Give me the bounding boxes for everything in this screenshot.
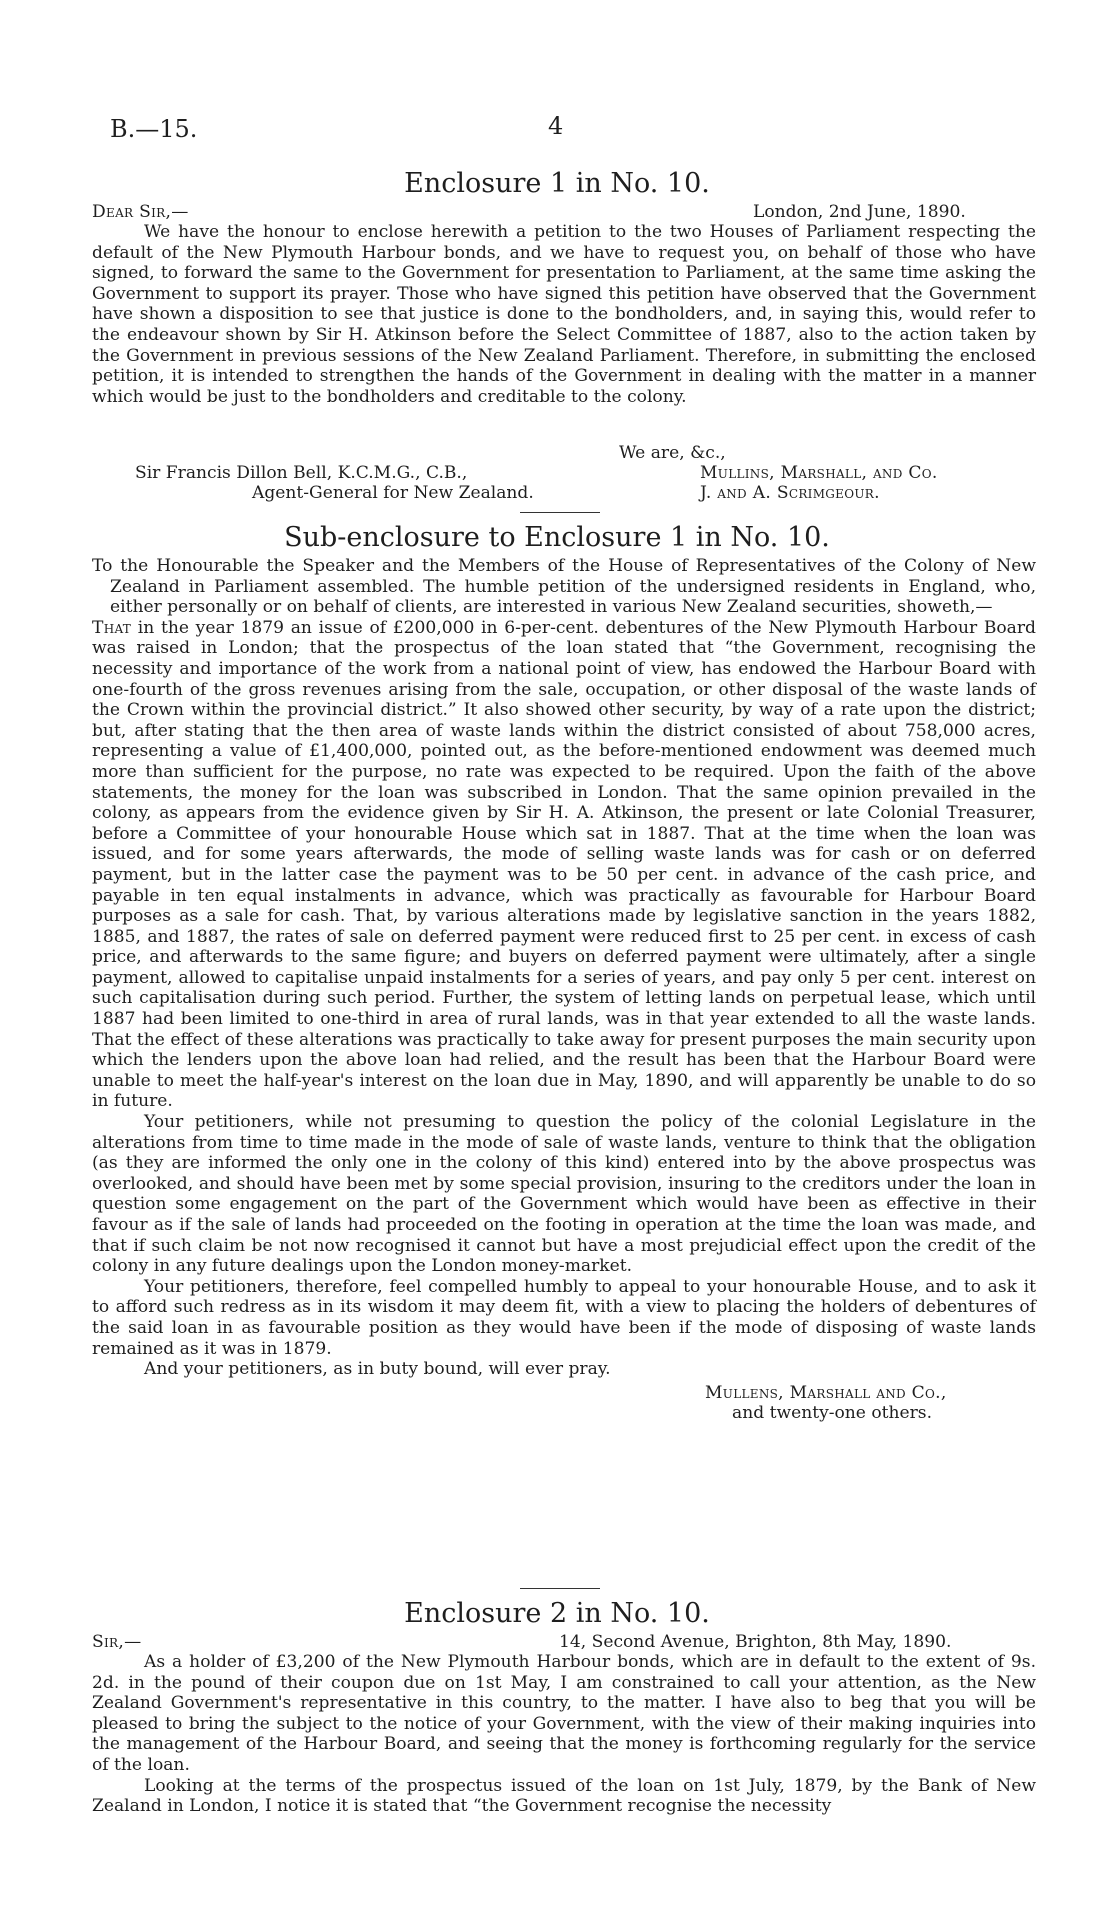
enclosure-1-closing: We are, &c., [619, 443, 726, 463]
petition-paragraph-2: Your petitioners, while not presuming to question the policy of the colonial Legislature in the alterations from time to time made in the mode of sale of waste lands, venture to think that the obligation (as they are informed the only one in the colony of this kind) entered into by the above prospectus was overlooked, and should have been met by some special provision, insuring to the creditors under the loan in question some engagement on the part of the Government which would have been as effective in their favour as if the sale of lands had proceeded on the footing in operation at the time the loan was made, and that if such claim be not now recognised it cannot but have a most prejudicial effect upon the credit of the colony in any future dealings upon the London money-market. [92, 1112, 1036, 1277]
enclosure-1-heading: Enclosure 1 in No. 10. [404, 168, 710, 199]
petition-paragraph-1 [92, 618, 1036, 1112]
petition-paragraph-1-text: in the year 1879 an issue of £200,000 in 6-per-cent. debentures of the New Plymouth Harbour Board was raised in London; that the prospectus of the loan stated that “the Government, recognising the necessity and importance of the work from a national point of view, has endowed the Harbour Board with one-fourth of the gross revenues arising from the sale, occupation, or other disposal of the waste lands of the Crown within the provincial district.” It also showed other security, by way of a rate upon the district; but, after stating that the then area of waste lands within the district consisted of about 758,000 acres, representing a value of £1,400,000, pointed out, as the before-mentioned endowment was deemed much more than sufficient for the purpose, no rate was expected to be required. Upon the faith of the above statements, the money for the loan was subscribed in London. That the same opinion prevailed in the colony, as appears from the evidence given by Sir H. A. Atkinson, the present or late Colonial Treasurer, before a Committee of your honourable House which sat in 1887. That at the time when the loan was issued, and for some years afterwards, the mode of selling waste lands was for cash or on deferred payment, but in the latter case the payment was to be 50 per cent. in advance of the cash price, and payable in ten equal instalments in advance, which was practically as favourable for Harbour Board purposes as a sale for cash. That, by various alterations made by legislative sanction in the years 1882, 1885, and 1887, the rates of sale on deferred payment were reduced first to 25 per cent. in excess of cash price, and afterwards to the same figure; and buyers on deferred payment were ultimately, after a single payment, allowed to capitalise unpaid instalments for a series of years, and pay only 5 per cent. interest on such capitalisation during such period. Further, the system of letting lands on perpetual lease, which until 1887 had been limited to one-third in area of rural lands, was in that year extended to all the waste lands. That the effect of these alterations was practically to take away for present purposes the main security upon which the lenders upon the above loan had relied, and the result has been that the Harbour Board were unable to meet the half-year's interest on the loan due in May, 1890, and will apparently be unable to do so in future. [92, 617, 1036, 1112]
enclosure-2-place-date: 14, Second Avenue, Brighton, 8th May, 1890. [559, 1632, 952, 1652]
petition-paragraph-4: And your petitioners, as in buty bound, will ever pray. [144, 1359, 611, 1380]
section-divider [520, 512, 600, 513]
enclosure-2-salutation: Sir,— [92, 1632, 142, 1652]
page-number: 4 [548, 112, 564, 140]
sub-enclosure-heading: Sub-enclosure to Enclosure 1 in No. 10. [284, 522, 830, 553]
sub-enclosure-body [92, 556, 1036, 1421]
enclosure-1-addressee-2: Agent-General for New Zealand. [252, 483, 534, 503]
document-reference: B.—15. [110, 115, 198, 143]
enclosure-1-addressee-1: Sir Francis Dillon Bell, K.C.M.G., C.B., [135, 463, 468, 483]
enclosure-2-heading: Enclosure 2 in No. 10. [404, 1598, 710, 1629]
enclosure-1-salutation: Dear Sir,— [92, 202, 189, 222]
enclosure-2-body [92, 1652, 1036, 1817]
enclosure-1-body [92, 222, 1036, 407]
enclosure-2-paragraph-2: Looking at the terms of the prospectus issued of the loan on 1st July, 1879, by the Bank of New Zealand in London, I notice it is stated that “the Government recognise the necessity [92, 1775, 1036, 1817]
petition-signatory-1: Mullens, Marshall and Co., [705, 1382, 947, 1403]
enclosure-1-signatory-1: Mullins, Marshall, and Co. [700, 463, 938, 483]
petition-paragraph-3: Your petitioners, therefore, feel compelled humbly to appeal to your honourable House, and to ask it to afford such redress as in its wisdom it may deem fit, with a view to placing the holders of debentures of the said loan in as favourable position as they would have been if the mode of disposing of waste lands remained as it was in 1879. [92, 1276, 1036, 1359]
petition-paragraph-1-lead: That [92, 617, 132, 638]
petition-address: To the Honourable the Speaker and the Members of the House of Representatives of the Colony of New Zealand in Parliament assembled. The humble petition of the undersigned residents in England, who, either personally or on behalf of clients, are interested in various New Zealand securities, showeth,— [92, 556, 1036, 618]
enclosure-1-signatory-2: J. and A. Scrimgeour. [700, 483, 880, 503]
enclosure-2-paragraph-1: As a holder of £3,200 of the New Plymouth Harbour bonds, which are in default to the extent of 9s. 2d. in the pound of their coupon due on 1st May, I am constrained to call your attention, as the New Zealand Government's representative in this country, to the matter. I have also to beg that you will be pleased to bring the subject to the notice of your Government, with the view of their making inquiries into the management of the Harbour Board, and seeing that the money is forthcoming regularly for the service of the loan. [92, 1652, 1036, 1775]
petition-signatory-2: and twenty-one others. [732, 1402, 933, 1423]
enclosure-1-paragraph: We have the honour to enclose herewith a petition to the two Houses of Parliament respecting the default of the New Plymouth Harbour bonds, and we have to request you, on behalf of those who have signed, to forward the same to the Government for presentation to Parliament, at the same time asking the Government to support its prayer. Those who have signed this petition have observed that the Government have shown a disposition to see that justice is done to the bondholders, and, in saying this, would refer to the endeavour shown by Sir H. Atkinson before the Select Committee of 1887, also to the action taken by the Government in previous sessions of the New Zealand Parliament. Therefore, in submitting the enclosed petition, it is intended to strengthen the hands of the Government in dealing with the matter in a manner which would be just to the bondholders and creditable to the colony. [92, 222, 1036, 407]
petition-signature-block [92, 1380, 1036, 1421]
enclosure-2-salutation-row [92, 1632, 1036, 1652]
section-divider [520, 1588, 600, 1589]
enclosure-1-salutation-row [92, 202, 1036, 222]
enclosure-1-place-date: London, 2nd June, 1890. [753, 202, 966, 222]
